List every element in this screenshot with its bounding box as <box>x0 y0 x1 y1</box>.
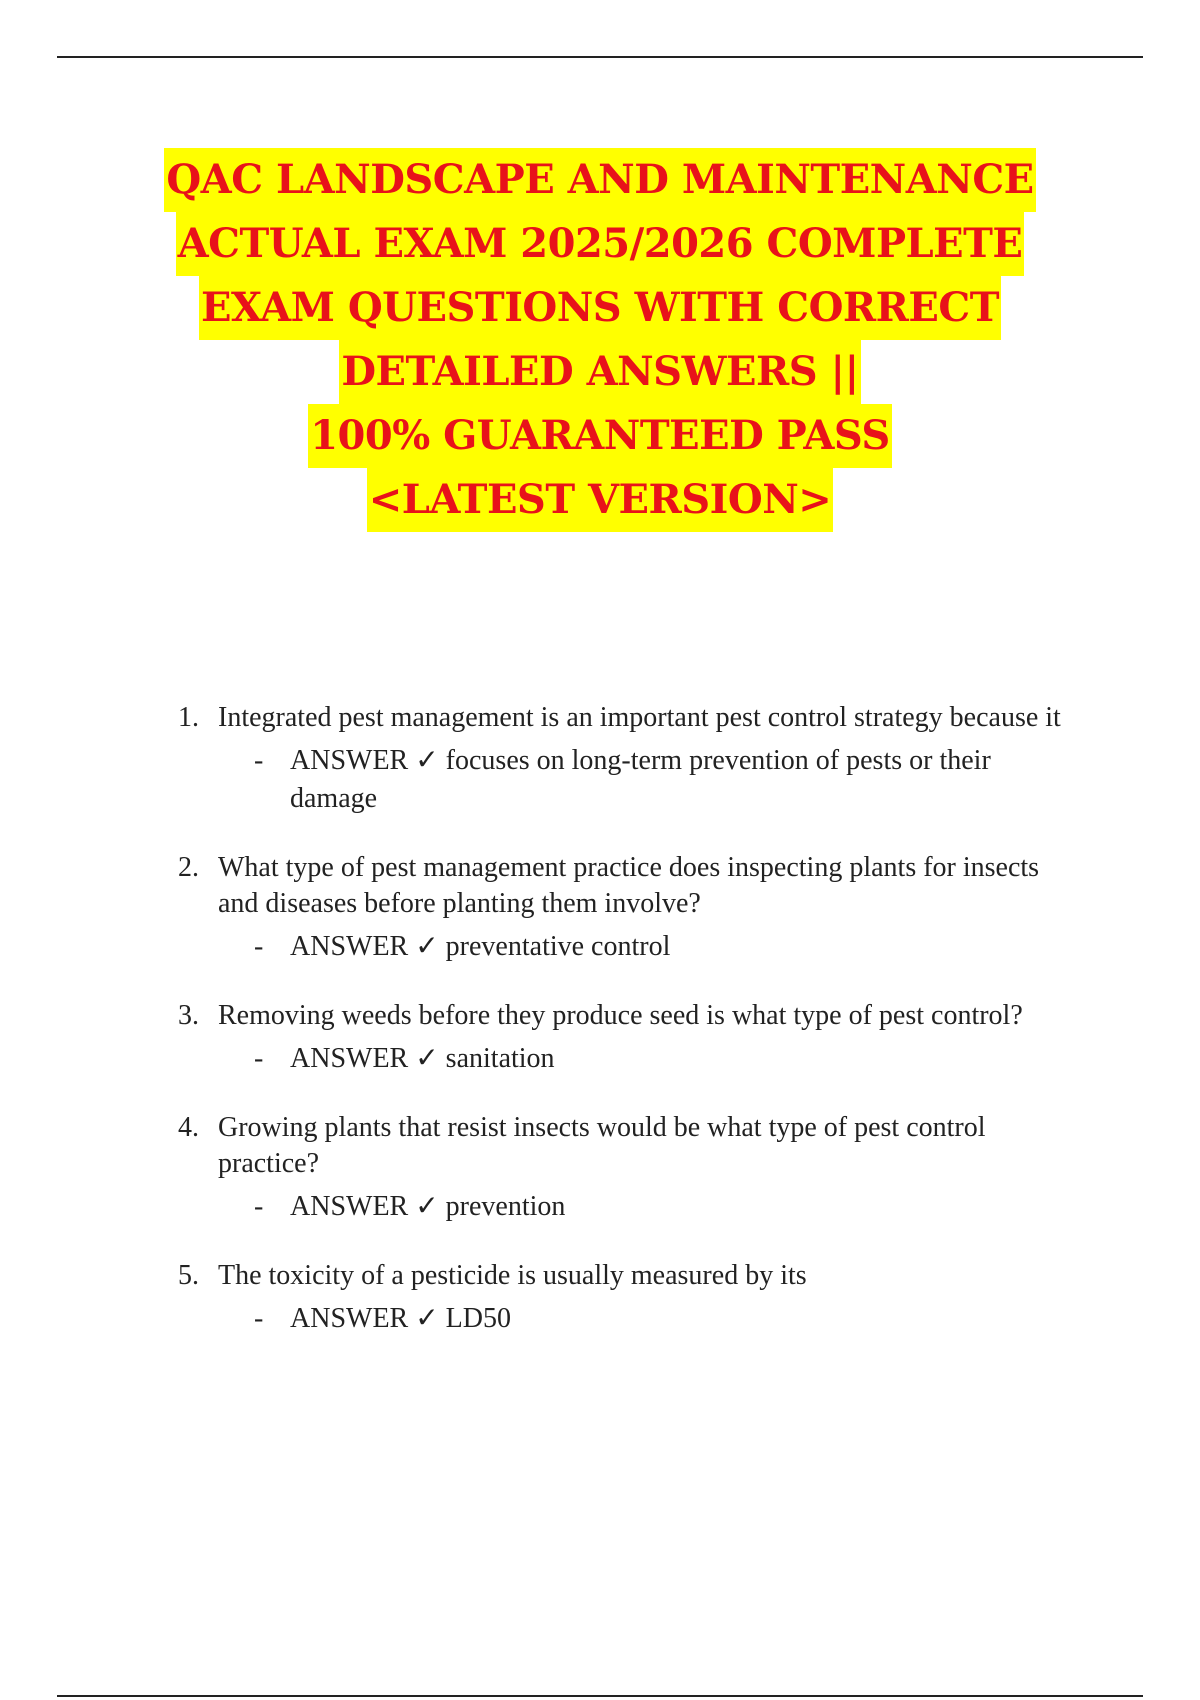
question-item-1 <box>178 700 1078 818</box>
answer-text: ANSWER ✓ preventative control <box>290 931 671 962</box>
top-rule <box>57 56 1143 58</box>
question-text: Removing weeds before they produce seed is what type of pest control? <box>218 1000 1023 1031</box>
answer-text: ANSWER ✓ prevention <box>290 1191 566 1222</box>
question-text: The toxicity of a pesticide is usually measured by its <box>218 1260 807 1291</box>
answer-line <box>254 1040 1078 1078</box>
document-title <box>120 148 1080 532</box>
answer-dash: - <box>254 1191 264 1222</box>
question-text: What type of pest management practice does inspecting plants for insects and diseases before planting them involve? <box>218 852 1040 919</box>
title-line-2: ACTUAL EXAM 2025/2026 COMPLETE <box>176 212 1025 276</box>
question-text: Integrated pest management is an important pest control strategy because it <box>218 702 1061 733</box>
title-line-3: EXAM QUESTIONS WITH CORRECT <box>199 276 1001 340</box>
answer-dash: - <box>254 1303 264 1334</box>
question-text: Growing plants that resist insects would be what type of pest control practice? <box>218 1112 986 1179</box>
question-item-4 <box>178 1110 1078 1226</box>
title-line-6: <LATEST VERSION> <box>367 468 834 532</box>
question-item-3 <box>178 998 1078 1078</box>
answer-line <box>254 1188 1078 1226</box>
title-line-4: DETAILED ANSWERS || <box>339 340 860 404</box>
answer-dash: - <box>254 931 264 962</box>
question-number: 1. <box>178 702 199 733</box>
answer-dash: - <box>254 1043 264 1074</box>
answer-line <box>254 742 1078 818</box>
answer-text: ANSWER ✓ LD50 <box>290 1303 512 1334</box>
question-number: 5. <box>178 1260 199 1291</box>
answer-text: ANSWER ✓ sanitation <box>290 1043 555 1074</box>
bottom-rule <box>57 1695 1143 1697</box>
answer-line <box>254 1300 1078 1338</box>
question-item-2 <box>178 850 1078 966</box>
title-line-5: 100% GUARANTEED PASS <box>308 404 892 468</box>
answer-text: ANSWER ✓ focuses on long-term prevention of pests or their damage <box>290 745 991 814</box>
title-line-1: QAC LANDSCAPE AND MAINTENANCE <box>164 148 1035 212</box>
answer-line <box>254 928 1078 966</box>
answer-dash: - <box>254 745 264 776</box>
question-number: 3. <box>178 1000 199 1031</box>
question-number: 4. <box>178 1112 199 1143</box>
question-item-5 <box>178 1258 1078 1338</box>
question-list <box>178 700 1078 1370</box>
question-number: 2. <box>178 852 199 883</box>
